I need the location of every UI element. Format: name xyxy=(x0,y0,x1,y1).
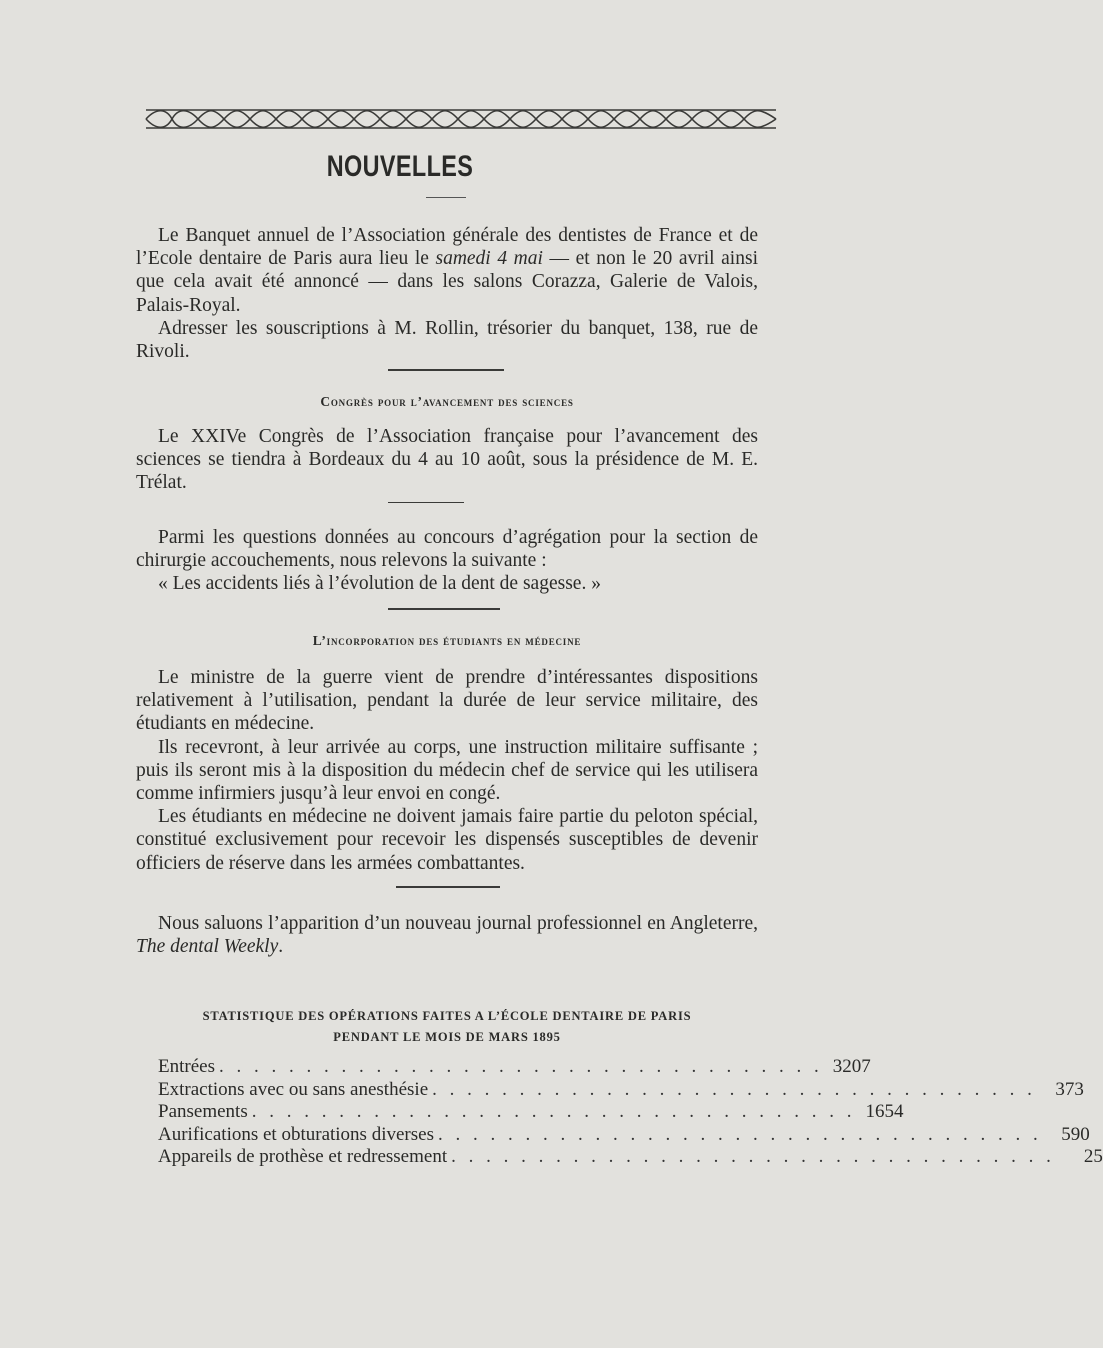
table-row xyxy=(158,1056,871,1079)
leader-dots: . . . . . . . . . . . . . . . . . . . . . . . . . . . . . . . . . . . xyxy=(451,1146,1055,1168)
banquet-text-start: Le Banquet annuel de l’Association générale des dentistes de France et de l’Ecole dentaire de Paris aura lieu le xyxy=(136,225,758,270)
row-label: Appareils de prothèse et redressement xyxy=(158,1146,448,1168)
banquet-section xyxy=(136,224,758,363)
table-row xyxy=(158,1146,1103,1169)
incorporation-heading: L’incorporation des étudiants en médecine xyxy=(312,633,582,648)
congres-paragraph: Le XXIVe Congrès de l’Association française pour l’avancement des sciences se tiendra à Bordeaux du 4 au 10 août, sous la présidence de M. E. Trélat. xyxy=(136,426,758,494)
agregation-section xyxy=(136,526,758,596)
journal-section xyxy=(136,912,758,958)
section-rule xyxy=(388,608,500,610)
row-label: Entrées xyxy=(158,1056,215,1077)
row-label: Aurifications et obturations diverses xyxy=(158,1123,434,1145)
leader-dots: . . . . . . . . . . . . . . . . . . . . . . . . . . . . . . . . . . . xyxy=(432,1078,1036,1100)
row-label: Extractions avec ou sans anesthésie xyxy=(158,1078,429,1100)
row-value: 3207 xyxy=(832,1056,871,1077)
row-value: 25 xyxy=(1083,1146,1103,1168)
row-value: 590 xyxy=(1061,1123,1090,1145)
journal-paragraph xyxy=(136,912,758,958)
congres-section xyxy=(136,425,758,495)
row-value: 373 xyxy=(1055,1078,1084,1100)
section-rule xyxy=(396,886,500,888)
banquet-text-end: — et non le 20 avril ainsi que cela avait été annoncé — dans les salons Corazza, Galerie de Valois, Palais-Royal. xyxy=(136,248,758,316)
journal-text: Nous saluons l’apparition d’un nouveau journal professionnel en Angleterre, xyxy=(158,913,758,934)
incorporation-paragraph-1: Le ministre de la guerre vient de prendre d’intéressantes dispositions relativement à l’utilisation, pendant la durée de leur service militaire, des étudiants en médecine. xyxy=(136,667,758,735)
row-label: Pansements xyxy=(158,1101,248,1123)
page-title: NOUVELLES xyxy=(326,150,474,183)
congres-heading: Congrès pour l’avancement des sciences xyxy=(320,394,574,409)
table-row xyxy=(158,1078,1084,1102)
banquet-date: samedi 4 mai xyxy=(435,248,543,270)
journal-text-end: . xyxy=(278,936,284,958)
journal-name: The dental Weekly xyxy=(136,936,279,958)
incorporation-paragraph-3: Les étudiants en médecine ne doivent jamais faire partie du peloton spécial, constitué exclusivement pour recevoir les dispensés susceptibles de devenir officiers de réserve dans les armées combattantes. xyxy=(136,806,758,874)
title-rule xyxy=(426,197,466,198)
table-row xyxy=(158,1123,1090,1147)
row-value: 1654 xyxy=(865,1101,904,1123)
agregation-quote: « Les accidents liés à l’évolution de la dent de sagesse. » xyxy=(158,573,601,595)
incorporation-paragraph-2: Ils recevront, à leur arrivée au corps, une instruction militaire suffisante ; puis ils seront mis à la disposition du médecin chef de service qui les utilisera comme infirmiers jusqu’à leur envoi en congé. xyxy=(136,736,758,805)
statistique-heading-line-1: STATISTIQUE DES OPÉRATIONS FAITES A L’ÉCOLE DENTAIRE DE PARIS xyxy=(202,1009,692,1023)
agregation-paragraph: Parmi les questions données au concours d’agrégation pour la section de chirurgie accouchements, nous relevons la suivante : xyxy=(136,527,758,572)
statistique-heading-line-2: PENDANT LE MOIS DE MARS 1895 xyxy=(333,1030,561,1044)
table-row xyxy=(158,1101,904,1124)
statistique-table xyxy=(158,1056,1103,1169)
section-rule xyxy=(388,502,464,503)
leader-dots: . . . . . . . . . . . . . . . . . . . . . . . . . . . . . . . . . . . xyxy=(218,1056,823,1077)
leader-dots: . . . . . . . . . . . . . . . . . . . . . . . . . . . . . . . . . . . xyxy=(251,1101,856,1123)
banquet-paragraph xyxy=(136,224,758,317)
incorporation-section xyxy=(136,666,758,875)
souscriptions-paragraph: Adresser les souscriptions à M. Rollin, trésorier du banquet, 138, rue de Rivoli. xyxy=(136,317,758,363)
section-rule xyxy=(388,369,504,371)
decorative-ornament-band xyxy=(146,108,776,130)
leader-dots: . . . . . . . . . . . . . . . . . . . . . . . . . . . . . . . . . . . xyxy=(437,1123,1042,1145)
